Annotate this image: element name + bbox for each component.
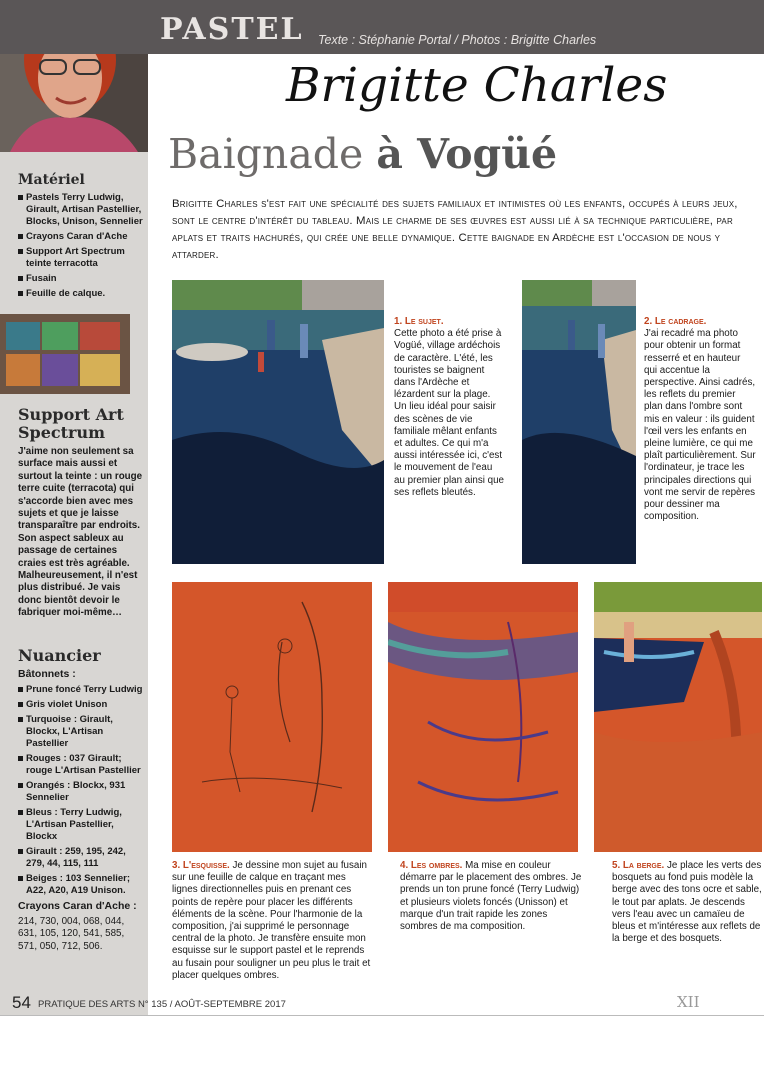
list-item: Fusain xyxy=(18,273,146,285)
step5-number: 5. La berge. xyxy=(612,860,665,871)
step2-photo xyxy=(522,280,636,564)
list-item: Prune foncé Terry Ludwig xyxy=(18,684,146,696)
magazine-issue: PRATIQUE DES ARTS N° 135 / AOÛT-SEPTEMBRE 2017 xyxy=(38,999,286,1010)
step4-text xyxy=(400,860,582,933)
step2-number: 2. Le cadrage. xyxy=(644,316,707,327)
article-title xyxy=(168,130,557,178)
section-label: PASTEL xyxy=(160,12,304,47)
materiel-heading: Matériel xyxy=(18,172,85,188)
crayons-list: 214, 730, 004, 068, 044, 631, 105, 120, 541, 585, 571, 050, 712, 506. xyxy=(18,916,125,952)
list-item: Support Art Spectrum teinte terracotta xyxy=(18,246,146,270)
list-item: Pastels Terry Ludwig, Girault, Artisan Pastellier, Blocks, Unison, Sennelier xyxy=(18,192,146,228)
list-item: Crayons Caran d'Ache xyxy=(18,231,146,243)
step3-text xyxy=(172,860,372,982)
page-number: 54 xyxy=(12,993,31,1012)
step1-number: 1. Le sujet. xyxy=(394,316,444,327)
batonnets-label: Bâtonnets : xyxy=(18,668,76,680)
list-item: Girault : 259, 195, 242, 279, 44, 115, 111 xyxy=(18,846,146,870)
artist-name: Brigitte Charles xyxy=(286,58,668,113)
step2-body: J'ai recadré ma photo pour obtenir un format resserré et en hauteur qui accentue la perspective. Ainsi cadrés, les reflets du premier plan dans l'ombre sont mis en valeur : ils guident l'œil vers les enfants en pleine lumière, ce qui me plaît particulièrement. Sur l'ordinateur, je trace les principales directions qui vont me servir de repères pour dessiner ma composition. xyxy=(644,328,756,523)
step1-text xyxy=(394,316,504,499)
step3-body: Je dessine mon sujet au fusain sur une feuille de calque en traçant mes lignes directionnelles puis en prenant ces points de repère pour placer les différents éléments de la scène. Pour l'harmonie de la composition, j'ai supprimé le personnage central de la photo. Je transfère ensuite mon esquisse sur le support pastel et le reprends au fusain pour souligner un peu plus le trait et placer quelques ombres. xyxy=(172,860,371,981)
step3-sketch xyxy=(172,582,372,852)
title-part-1: Baignade xyxy=(168,130,377,178)
title-part-2: à Vogüé xyxy=(376,130,558,178)
list-item: Bleus : Terry Ludwig, L'Artisan Pastellier, Blockx xyxy=(18,807,146,843)
batonnets-list xyxy=(18,684,146,900)
list-item: Beiges : 103 Sennelier; A22, A20, A19 Unison. xyxy=(18,873,146,897)
section-page-roman: XII xyxy=(677,993,700,1011)
nuancier-heading: Nuancier xyxy=(18,646,101,665)
step5-text xyxy=(612,860,762,945)
list-item: Gris violet Unison xyxy=(18,699,146,711)
support-text: J'aime non seulement sa surface mais aussi et surtout la teinte : un rouge terre cuite (terracota) qui s'accorde bien avec mes sujets et que je laisse transparaître par endroits. Son aspect sableux au passage de certaines craies est très agréable. Malheureusement, il n'est plus distribué. Je vais donc bientôt devoir le fabriquer moi-même… xyxy=(18,446,143,619)
step1-body: Cette photo a été prise à Vogüé, village ardéchois de caractère. L'été, les touristes se baignent dans l'Ardèche et lézardent sur la plage. Un lieu idéal pour saisir des scènes de vie familiale mêlant enfants et adultes. Ce qui m'a aussi intéressée ici, c'est le mouvement de l'eau au premier plan ainsi que ses reflets bleutés. xyxy=(394,328,505,498)
list-item: Orangés : Blockx, 931 Sennelier xyxy=(18,780,146,804)
list-item: Feuille de calque. xyxy=(18,288,146,300)
support-heading: Support Art Spectrum xyxy=(18,405,124,442)
crayons-label: Crayons Caran d'Ache : xyxy=(18,900,137,912)
step3-number: 3. L'esquisse. xyxy=(172,860,230,871)
step5-bank xyxy=(594,582,762,852)
footer-divider xyxy=(0,1015,764,1016)
intro-paragraph: Brigitte Charles s'est fait une spécialité des sujets familiaux et intimistes où les enfants, occupés à leurs jeux, sont le centre d'intérêt du tableau. Mais le charme de ses œuvres est aussi lié à sa technique particulière, par aplats et traits hachurés, qui crée une belle dynamique. Cette baignade en Ardèche est l'occasion de nous y attarder. xyxy=(172,198,738,261)
materiel-list xyxy=(18,192,146,303)
list-item: Rouges : 037 Girault; rouge L'Artisan Pastellier xyxy=(18,753,146,777)
step1-photo xyxy=(172,280,384,564)
step4-body: Ma mise en couleur démarre par le placement des ombres. Je prends un ton prune foncé (Terry Ludwig) et plusieurs violets foncés (Unisson) et marque d'un trait rapide les zones sombres de ma composition. xyxy=(400,860,582,933)
list-item: Turquoise : Girault, Blockx, L'Artisan Pastellier xyxy=(18,714,146,750)
step2-text xyxy=(644,316,756,523)
article-credit: Texte : Stéphanie Portal / Photos : Brigitte Charles xyxy=(318,33,597,47)
step4-number: 4. Les ombres. xyxy=(400,860,463,871)
pastel-box-photo xyxy=(0,314,130,394)
step4-shadows xyxy=(388,582,578,852)
step5-body: Je place les verts des bosquets au fond puis modèle la berge avec des tons ocre et sable, le tout par aplats. Je descends vers l'eau avec un camaïeu de bleus et m'intéresse aux reflets de la berge et des bosquets. xyxy=(612,860,762,945)
